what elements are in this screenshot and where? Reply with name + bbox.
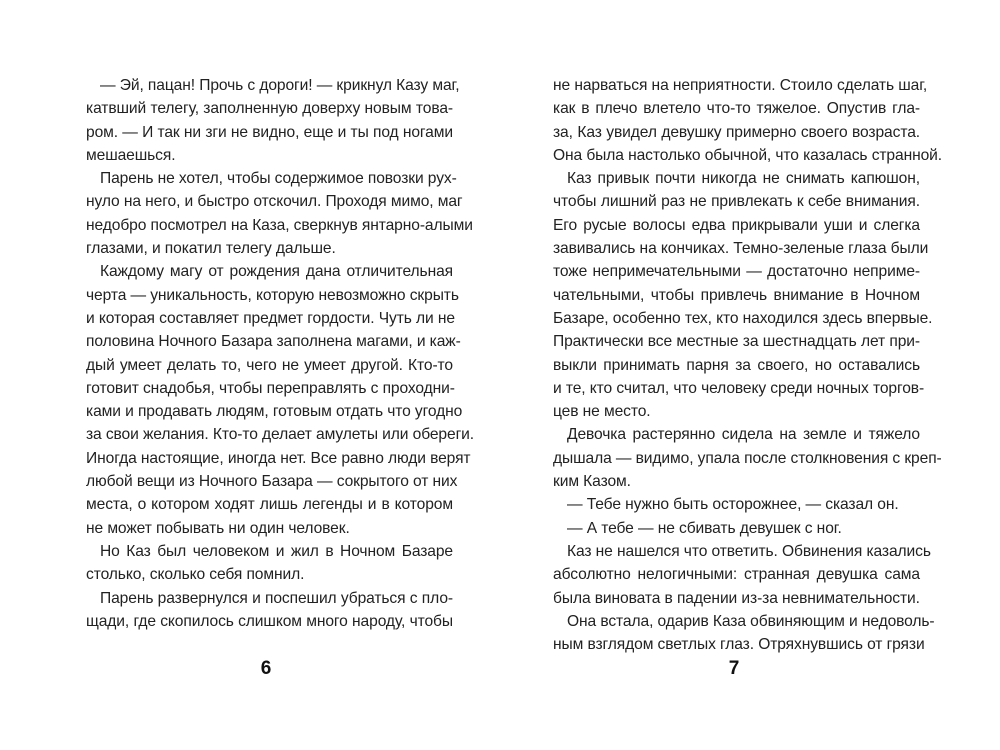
- text-line: чтобы лишний раз не привлекать к себе внимания.: [553, 193, 920, 211]
- text-line: как в плечо влетело что-то тяжелое. Опустив гла-: [553, 100, 920, 118]
- text-line: Каждому магу от рождения дана отличительная: [100, 263, 453, 281]
- right-page-text: [553, 74, 943, 656]
- text-line: Она была настолько обычной, что казалась странной.: [553, 146, 943, 164]
- text-line: Парень развернулся и поспешил убраться с пло-: [100, 589, 453, 607]
- paragraph: [86, 260, 474, 540]
- text-line: катвший телегу, заполненную доверху новым това-: [86, 100, 453, 118]
- text-line: завивались на кончиках. Темно-зеленые глаза были: [553, 240, 929, 258]
- text-line: готовит снадобья, чтобы переправлять с проходни-: [86, 379, 455, 397]
- text-line: Каз привык почти никогда не снимать капюшон,: [567, 170, 920, 188]
- text-line: щади, где скопилось слишком много народу, чтобы: [86, 612, 453, 630]
- text-line: была виновата в падении из-за невнимательности.: [553, 589, 920, 607]
- paragraph: [86, 540, 453, 587]
- text-line: выкли принимать парня за своего, но оставались: [553, 356, 920, 374]
- text-line: половина Ночного Базара заполнена магами, и каж-: [86, 333, 461, 351]
- paragraph: [553, 423, 942, 493]
- text-line: ным взглядом светлых глаз. Отряхнувшись от грязи: [553, 636, 925, 654]
- text-line: ким Казом.: [553, 473, 631, 491]
- page-number: 7: [728, 658, 740, 679]
- text-line: Базаре, особенно тех, кто находился здесь впервые.: [553, 309, 933, 327]
- text-line: столько, сколько себя помнил.: [86, 566, 305, 584]
- text-line: Его русые волосы едва прикрывали уши и слегка: [553, 216, 920, 234]
- paragraph: [86, 74, 460, 167]
- text-line: Парень не хотел, чтобы содержимое повозки рух-: [100, 170, 457, 188]
- text-line: тоже непримечательными — достаточно неприме-: [553, 263, 920, 281]
- text-line: любой вещи из Ночного Базара — сокрытого от них: [86, 473, 458, 491]
- page-number: 6: [260, 658, 272, 679]
- text-line: Она встала, одарив Каза обвиняющим и недоволь-: [567, 612, 935, 630]
- text-line: за, Каз увидел девушку примерно своего возраста.: [553, 123, 920, 141]
- paragraph: [553, 493, 920, 516]
- text-line: Иногда настоящие, иногда нет. Все равно люди верят: [86, 449, 471, 467]
- text-line: Девочка растерянно сидела на земле и тяжело: [567, 426, 920, 444]
- text-line: глазами, и покатил телегу дальше.: [86, 240, 336, 258]
- text-line: дый умеет делать то, чего не умеет другой. Кто-то: [86, 356, 453, 374]
- paragraph: [553, 540, 931, 610]
- paragraph: [553, 167, 933, 423]
- text-line: абсолютно нелогичными: странная девушка сама: [553, 566, 920, 584]
- text-line: цев не место.: [553, 403, 651, 421]
- text-line: ром. — И так ни зги не видно, еще и ты под ногами: [86, 123, 453, 141]
- text-line: Практически все местные за шестнадцать лет при-: [553, 333, 920, 351]
- text-line: не нарваться на неприятности. Стоило сделать шаг,: [553, 77, 928, 94]
- text-line: не может побывать ни один человек.: [86, 519, 350, 537]
- text-line: ками и продавать людям, готовым отдать что угодно: [86, 403, 463, 421]
- text-line: Каз не нашелся что ответить. Обвинения казались: [567, 542, 931, 560]
- text-line: места, о котором ходят лишь легенды и в котором: [86, 496, 453, 514]
- text-line: дышала — видимо, упала после столкновения с креп-: [553, 449, 942, 467]
- text-line: черта — уникальность, которую невозможно скрыть: [86, 286, 459, 304]
- paragraph: [86, 167, 473, 260]
- left-page-text: [86, 74, 474, 633]
- paragraph: [553, 610, 935, 657]
- text-line: и те, кто считал, что человеку среди ночных торгов-: [553, 379, 925, 397]
- text-line: и которая составляет предмет гордости. Чуть ли не: [86, 309, 455, 327]
- text-line: Но Каз был человеком и жил в Ночном Базаре: [100, 542, 453, 560]
- paragraph: [553, 74, 943, 167]
- right-page: [500, 0, 1000, 750]
- text-line: — А тебе — не сбивать девушек с ног.: [567, 519, 842, 537]
- text-line: — Эй, пацан! Прочь с дороги! — крикнул Казу маг,: [100, 77, 460, 94]
- text-line: нуло на него, и быстро отскочил. Проходя мимо, маг: [86, 193, 463, 211]
- paragraph: [553, 517, 920, 540]
- text-line: — Тебе нужно быть осторожнее, — сказал он.: [567, 496, 899, 514]
- text-line: мешаешься.: [86, 146, 176, 164]
- paragraph: [86, 587, 453, 634]
- text-line: за свои желания. Кто-то делает амулеты или обереги.: [86, 426, 474, 444]
- text-line: чательными, чтобы привлечь внимание в Ночном: [553, 286, 920, 304]
- text-line: недобро посмотрел на Каза, сверкнув янтарно-алыми: [86, 216, 473, 234]
